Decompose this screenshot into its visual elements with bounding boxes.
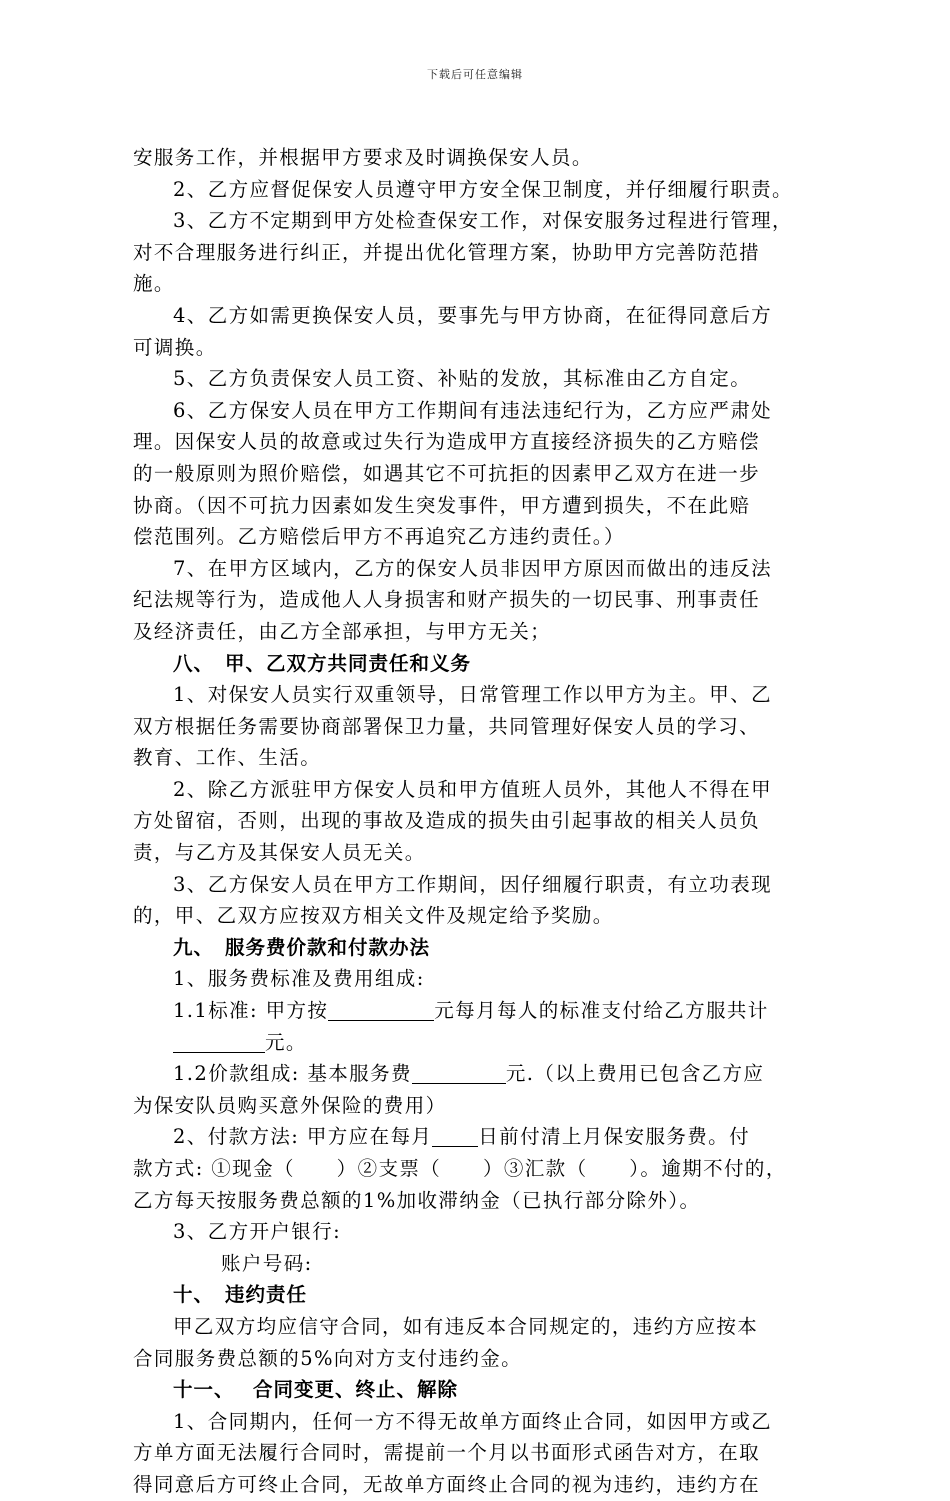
line-text: 协商。（因不可抗力因素如发生突发事件，甲方遭到损失，不在此赔 bbox=[133, 493, 751, 517]
fill-in-blank[interactable] bbox=[412, 1061, 506, 1084]
line-text: 1、合同期内，任何一方不得无故单方面终止合同，如因甲方或乙 bbox=[173, 1409, 773, 1433]
line-text: 合同服务费总额的5%向对方支付违约金。 bbox=[133, 1346, 523, 1370]
line-text: 责，与乙方及其保安人员无关。 bbox=[133, 841, 426, 865]
line-text: 及经济责任，由乙方全部承担，与甲方无关； bbox=[133, 619, 552, 643]
text-line bbox=[133, 458, 821, 490]
text-line bbox=[133, 332, 821, 364]
text-line bbox=[133, 363, 821, 395]
section-title: 甲、乙双方共同责任和义务 bbox=[225, 651, 472, 675]
text-line bbox=[133, 395, 821, 427]
text-line bbox=[133, 1121, 821, 1153]
line-text: 3、乙方开户银行: bbox=[173, 1220, 342, 1244]
text-line bbox=[133, 616, 821, 648]
line-text: 理。因保安人员的故意或过失行为造成甲方直接经济损失的乙方赔偿 bbox=[133, 430, 761, 454]
section-number: 九、 bbox=[173, 935, 215, 959]
line-text: 1.2价款组成: 基本服务费 bbox=[173, 1062, 412, 1086]
section-title: 违约责任 bbox=[225, 1283, 308, 1307]
line-text: 5、乙方负责保安人员工资、补贴的发放，其标准由乙方自定。 bbox=[173, 367, 752, 391]
line-text: 安服务工作，并根据甲方要求及时调换保安人员。 bbox=[133, 146, 593, 169]
text-line bbox=[133, 1153, 821, 1185]
document-body bbox=[133, 142, 821, 1501]
text-line bbox=[133, 869, 821, 901]
line-text-after-blank: 元每月每人的标准支付给乙方服共计 bbox=[434, 999, 769, 1023]
line-text: 乙方每天按服务费总额的1%加收滞纳金（已执行部分除外）。 bbox=[133, 1188, 701, 1212]
line-text: 得同意后方可终止合同，无故单方面终止合同的视为违约，违约方在 bbox=[133, 1472, 761, 1496]
line-text: 为保安队员购买意外保险的费用） bbox=[133, 1093, 447, 1117]
page-header-note: 下载后可任意编辑 bbox=[427, 68, 523, 81]
text-line bbox=[133, 1058, 821, 1090]
line-text: 6、乙方保安人员在甲方工作期间有违法违纪行为，乙方应严肃处 bbox=[173, 398, 773, 422]
text-line bbox=[133, 584, 821, 616]
text-line bbox=[133, 1311, 821, 1343]
text-line bbox=[133, 142, 821, 174]
line-text: 可调换。 bbox=[133, 335, 217, 359]
text-line bbox=[133, 300, 821, 332]
line-text: 方单方面无法履行合同时，需提前一个月以书面形式函告对方，在取 bbox=[133, 1441, 761, 1465]
line-text: 纪法规等行为，造成他人人身损害和财产损失的一切民事、刑事责任 bbox=[133, 588, 761, 612]
text-line bbox=[133, 742, 821, 774]
fill-in-blank[interactable] bbox=[432, 1124, 478, 1147]
text-line bbox=[133, 774, 821, 806]
line-text-after-blank: 元。 bbox=[265, 1030, 307, 1054]
line-text: 对不合理服务进行纠正，并提出优化管理方案，协助甲方完善防范措 bbox=[133, 240, 761, 264]
text-line bbox=[133, 1090, 821, 1122]
section-title: 服务费价款和付款办法 bbox=[225, 935, 431, 959]
line-text: 教育、工作、生活。 bbox=[133, 746, 322, 770]
line-text: 施。 bbox=[133, 272, 175, 296]
line-text: 4、乙方如需更换保安人员，要事先与甲方协商，在征得同意后方 bbox=[173, 303, 773, 327]
line-text: 方处留宿，否则，出现的事故及造成的损失由引起事故的相关人员负 bbox=[133, 809, 761, 833]
text-line bbox=[133, 711, 821, 743]
line-text: 2、除乙方派驻甲方保安人员和甲方值班人员外，其他人不得在甲 bbox=[173, 777, 773, 801]
line-text: 甲乙双方均应信守合同，如有违反本合同规定的，违约方应按本 bbox=[173, 1314, 759, 1338]
line-text: 款方式: ①现金（ ）②支票（ ）③汇款（ ）。逾期不付的， bbox=[133, 1157, 787, 1180]
section-heading bbox=[133, 932, 821, 964]
line-text: 1、对保安人员实行双重领导，日常管理工作以甲方为主。甲、乙 bbox=[173, 683, 773, 707]
text-line bbox=[133, 900, 821, 932]
line-text: 双方根据任务需要协商部署保卫力量，共同管理好保安人员的学习、 bbox=[133, 714, 761, 738]
section-heading bbox=[133, 1374, 821, 1406]
text-line bbox=[133, 174, 821, 206]
section-heading bbox=[133, 1279, 821, 1311]
text-line bbox=[133, 490, 821, 522]
text-line bbox=[133, 679, 821, 711]
text-line bbox=[133, 1027, 821, 1059]
text-line bbox=[133, 1343, 821, 1375]
line-text: 3、乙方不定期到甲方处检查保安工作，对保安服务过程进行管理， bbox=[173, 209, 793, 233]
text-line bbox=[133, 805, 821, 837]
line-text: 3、乙方保安人员在甲方工作期间，因仔细履行职责，有立功表现 bbox=[173, 872, 773, 896]
line-text: 2、付款方法: 甲方应在每月 bbox=[173, 1125, 433, 1149]
line-text-after-blank: 元.（以上费用已包含乙方应 bbox=[505, 1062, 765, 1086]
line-text-after-blank: 日前付清上月保安服务费。付 bbox=[478, 1125, 750, 1149]
section-title: 合同变更、终止、解除 bbox=[253, 1378, 459, 1402]
line-text: 1、服务费标准及费用组成: bbox=[173, 967, 425, 991]
line-text: 2、乙方应督促保安人员遵守甲方安全保卫制度，并仔细履行职责。 bbox=[173, 177, 793, 201]
text-line bbox=[133, 205, 821, 237]
text-line bbox=[133, 1406, 821, 1438]
text-line bbox=[133, 237, 821, 269]
text-line bbox=[133, 1437, 821, 1469]
line-text: 的，甲、乙双方应按双方相关文件及规定给予奖励。 bbox=[133, 904, 614, 928]
line-text: 偿范围列。乙方赔偿后甲方不再追究乙方违约责任。） bbox=[133, 525, 625, 549]
section-number: 十一、 bbox=[173, 1378, 235, 1402]
text-line bbox=[133, 1248, 821, 1280]
text-line bbox=[133, 995, 821, 1027]
line-text: 账户号码: bbox=[221, 1251, 313, 1275]
fill-in-blank[interactable] bbox=[328, 998, 434, 1021]
text-line bbox=[133, 268, 821, 300]
section-heading bbox=[133, 648, 821, 680]
section-number: 八、 bbox=[173, 651, 215, 675]
text-line bbox=[133, 553, 821, 585]
section-number: 十、 bbox=[173, 1283, 215, 1307]
text-line bbox=[133, 521, 821, 553]
line-text: 的一般原则为照价赔偿，如遇其它不可抗拒的因素甲乙双方在进一步 bbox=[133, 461, 761, 485]
text-line bbox=[133, 426, 821, 458]
text-line bbox=[133, 1216, 821, 1248]
fill-in-blank[interactable] bbox=[173, 1030, 265, 1053]
text-line bbox=[133, 963, 821, 995]
text-line bbox=[133, 1185, 821, 1217]
line-text: 7、在甲方区域内，乙方的保安人员非因甲方原因而做出的违反法 bbox=[173, 556, 773, 580]
text-line bbox=[133, 1469, 821, 1501]
text-line bbox=[133, 837, 821, 869]
line-text: 1.1标准: 甲方按 bbox=[173, 999, 329, 1023]
